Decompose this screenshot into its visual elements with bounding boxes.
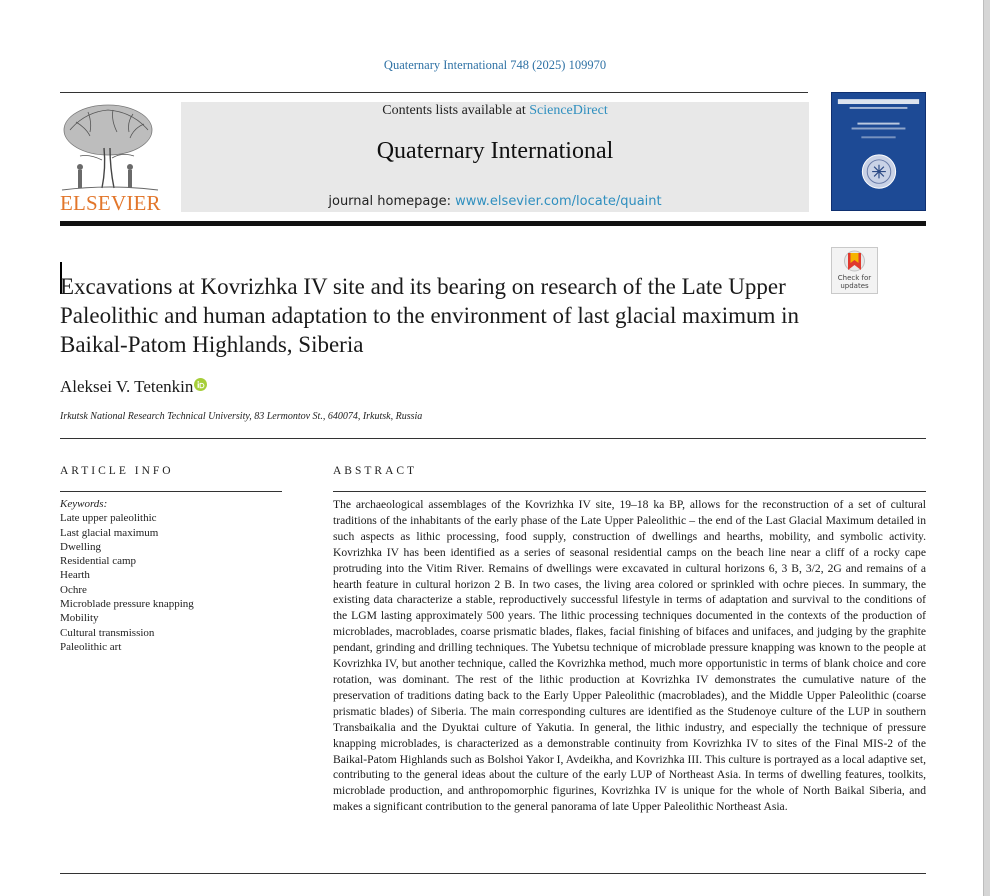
abstract-body: The archaeological assemblages of the Kovrizhka IV site, 19–18 ka BP, allows for the reconstruction of a set of cultural traditions of the inhabitants of the early phase of the Late Upper Paleolithic – the end of the Last Glacial Maximum detailed in such aspects as lithic processing, food supply, construction of dwellings and hearths, mobility, and symbolic activity. Kovrizhka IV has been identified as a series of seasonal residential camps on the beach line near a cliff of a rocky cape protruding into the Vitim River. Remains of dwellings were excavated in cultural horizons 6, 3 B, 3/2, 2G and remains of a hearth feature in cultural horizon 2 B. In two cases, the living area colored or sprinkled with ochre pieces. In summary, the existing data characterize a stable, reproductively successful lifestyle in terms of adaptation and survival to the conditions of the LGM lasting approximately 500 years. The lithic processing techniques documented in the contexts of the production of microblades, macroblades, coarse prismatic blades, flakes, facial finishing of bifaces and unifaces, and judging by the graphite pendant, grinding and drilling techniques. The Yubetsu technique of microblade pressure knapping was known to the people at Kovrizhka IV, but another technique, called the Kovrizhka method, much more opportunistic in terms of blank choice and core rotation, was dominant. The rest of the lithic production at Kovrizhka IV demonstrates the cumulative nature of the preservation of traditions dating back to the Early Upper Paleolithic (macroblades), and the Middle Upper Paleolithic (coarse prismatic blades) of Siberia. The main corresponding cultures are identified as the Studenoye culture of the LUP in southern Transbaikalia and the Dyuktai culture of Yakutia. In general, the lithic industry, and especially the technique of pressure knapping microblades, is characterized as a demonstrable continuity from Kovrizhka IV to sites of the Final MIS-2 of the Baikal-Patom Highlands such as Bolshoi Yakor I, Avdeikha, and Kovrizhka III. This culture is portrayed as a local adaptive set, contributing to the general ideas about the culture of the early LUP of Northeast Asia. In terms of dwelling features, toolkits, microblade production, and anthropomorphic figurines, Kovrizhka IV is unique for the whole of North Baikal Siberia, and makes a significant contribution to the general panorama of late Upper Paleolithic Northeast Asia. <box>333 498 926 814</box>
abstract-rule <box>333 491 926 492</box>
author-name[interactable]: Aleksei V. Tetenkin <box>60 377 194 396</box>
masthead-bottom-rule <box>60 221 926 226</box>
keyword-item: Late upper paleolithic <box>60 512 157 525</box>
journal-homepage-link[interactable]: www.elsevier.com/locate/quaint <box>455 194 662 209</box>
check-updates-label: Check for updates <box>837 274 872 290</box>
journal-title: Quaternary International <box>376 138 614 164</box>
abstract-heading: ABSTRACT <box>333 465 418 477</box>
journal-citation-link[interactable]: Quaternary International 748 (2025) 109970 <box>383 58 607 72</box>
keyword-item: Residential camp <box>60 555 137 568</box>
author-affiliation: Irkutsk National Research Technical University, 83 Lermontov St., 640074, Irkutsk, Russia <box>60 411 423 422</box>
keyword-item: Paleolithic art <box>60 640 122 653</box>
bookmark-icon <box>832 248 877 276</box>
article-title: Excavations at Kovrizhka IV site and its bearing on research of the Late Upper Paleolithic and human adaptation to the environment of last glacial maximum in Baikal-Patom Highlands, Siberia <box>60 274 800 357</box>
affiliation-divider <box>60 438 926 439</box>
orcid-icon[interactable] <box>194 378 207 391</box>
keyword-item: Microblade pressure knapping <box>60 598 194 611</box>
author-line <box>60 377 207 397</box>
journal-cover-image[interactable] <box>831 92 926 211</box>
keyword-item: Cultural transmission <box>60 626 155 639</box>
homepage-prefix: journal homepage: <box>328 194 456 209</box>
sciencedirect-link[interactable]: ScienceDirect <box>529 103 608 118</box>
elsevier-wordmark[interactable]: ELSEVIER <box>60 191 161 215</box>
keywords-label: Keywords: <box>60 498 108 510</box>
keyword-item: Hearth <box>60 569 90 582</box>
keyword-item: Dwelling <box>60 540 101 553</box>
homepage-line <box>181 194 809 209</box>
keywords-list <box>60 497 282 654</box>
keyword-item: Mobility <box>60 612 99 625</box>
check-for-updates-button[interactable] <box>831 247 878 294</box>
keyword-item: Last glacial maximum <box>60 526 159 539</box>
keyword-item: Ochre <box>60 583 87 596</box>
scrollbar-track[interactable] <box>984 0 990 896</box>
journal-masthead <box>181 102 809 212</box>
article-info-heading: ARTICLE INFO <box>60 465 174 477</box>
article-info-rule <box>60 491 282 492</box>
contents-line <box>181 103 809 119</box>
contents-prefix: Contents lists available at <box>382 103 530 118</box>
header-divider <box>60 92 808 93</box>
footer-rule <box>60 873 926 874</box>
page-edge-divider <box>983 0 984 896</box>
